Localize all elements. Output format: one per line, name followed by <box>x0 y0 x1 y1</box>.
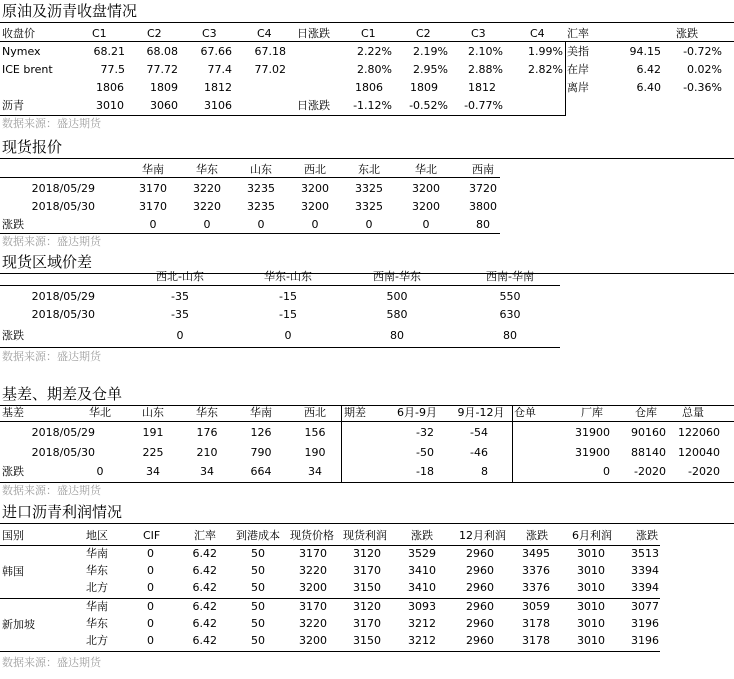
fx-label: 美指 <box>567 45 589 58</box>
profit-cell: 50 <box>251 600 265 613</box>
profit-cell: 3196 <box>631 634 659 647</box>
profit-cell: 3010 <box>577 581 605 594</box>
section-rule <box>0 22 734 23</box>
wr-cell: -2020 <box>634 465 666 478</box>
profit-cell: 0 <box>147 617 154 630</box>
spread-cell: 80 <box>503 329 517 342</box>
country-label: 新加坡 <box>2 618 35 631</box>
wr-cell: 122060 <box>678 426 720 439</box>
row-label: ICE brent <box>2 63 53 76</box>
spread-cell: -35 <box>171 290 189 303</box>
profit-cell: 3212 <box>408 634 436 647</box>
column-header: 华南 <box>142 163 164 176</box>
country-label: 韩国 <box>2 565 24 578</box>
profit-cell: 3170 <box>299 600 327 613</box>
price-cell: 3060 <box>150 99 178 112</box>
change-cell: 1.99% <box>528 45 563 58</box>
price-cell: 3200 <box>412 200 440 213</box>
region-label: 华东 <box>86 617 108 630</box>
price-cell: 3220 <box>193 200 221 213</box>
profit-cell: 3513 <box>631 547 659 560</box>
fx-change: -0.72% <box>683 45 722 58</box>
profit-cell: 3196 <box>631 617 659 630</box>
price-cell: 3170 <box>139 200 167 213</box>
profit-cell: 3170 <box>353 617 381 630</box>
header-rule <box>0 285 560 286</box>
profit-cell: 2960 <box>466 600 494 613</box>
spread-cell: -32 <box>416 426 434 439</box>
price-cell: 3220 <box>193 182 221 195</box>
date-cell: 2018/05/29 <box>31 426 95 439</box>
change-cell: 2.82% <box>528 63 563 76</box>
price-cell: 0 <box>311 218 319 231</box>
section-title: 原油及沥青收盘情况 <box>2 2 138 20</box>
column-header: 西北-山东 <box>156 270 204 283</box>
group-rule <box>0 598 660 599</box>
price-cell: 3235 <box>247 182 275 195</box>
column-header: 国别 <box>2 529 24 542</box>
profit-cell: 2960 <box>466 564 494 577</box>
table-bottom-rule <box>0 347 560 348</box>
profit-cell: 3077 <box>631 600 659 613</box>
change-cell: -1.12% <box>353 99 392 112</box>
change-cell: 2.80% <box>357 63 392 76</box>
price-cell: 67.18 <box>254 45 286 58</box>
price-cell: 68.08 <box>146 45 178 58</box>
header-rule <box>0 545 660 546</box>
column-header: 涨跌 <box>411 529 433 542</box>
profit-cell: 3093 <box>408 600 436 613</box>
price-cell: 3170 <box>139 182 167 195</box>
profit-cell: 2960 <box>466 634 494 647</box>
spread-cell: -35 <box>171 308 189 321</box>
profit-cell: 3170 <box>353 564 381 577</box>
wr-cell: 31900 <box>575 446 610 459</box>
profit-cell: 3376 <box>522 564 550 577</box>
wr-cell: 90160 <box>631 426 666 439</box>
fx-divider <box>565 41 566 116</box>
profit-cell: 3120 <box>353 547 381 560</box>
month-cell: 1812 <box>204 81 232 94</box>
wr-cell: 31900 <box>575 426 610 439</box>
price-cell: 67.66 <box>200 45 232 58</box>
column-header: 华南 <box>250 406 272 419</box>
date-cell: 2018/05/29 <box>31 290 95 303</box>
wr-cell: 120040 <box>678 446 720 459</box>
wr-cell: 88140 <box>631 446 666 459</box>
price-cell: 0 <box>149 218 157 231</box>
section-title: 进口沥青利润情况 <box>2 503 123 521</box>
fx-value: 6.40 <box>636 81 661 94</box>
column-header: 涨跌 <box>526 529 548 542</box>
change-cell: -0.52% <box>409 99 448 112</box>
fx-change: 0.02% <box>687 63 722 76</box>
data-source: 数据来源：盛达期货 <box>2 350 101 363</box>
column-header: C1 <box>361 27 376 40</box>
month-cell: 1806 <box>96 81 124 94</box>
spread-cell: -46 <box>470 446 488 459</box>
profit-cell: 3010 <box>577 564 605 577</box>
spread-cell: -54 <box>470 426 488 439</box>
region-label: 华东 <box>86 564 108 577</box>
column-header: C4 <box>530 27 545 40</box>
profit-cell: 3410 <box>408 581 436 594</box>
group-rule <box>0 651 660 652</box>
price-cell: 77.02 <box>254 63 286 76</box>
change-cell: 2.95% <box>413 63 448 76</box>
profit-cell: 2960 <box>466 547 494 560</box>
profit-cell: 3200 <box>299 634 327 647</box>
price-cell: 77.72 <box>146 63 178 76</box>
price-cell: 80 <box>476 218 490 231</box>
profit-cell: 3394 <box>631 564 659 577</box>
date-cell: 2018/05/30 <box>31 200 95 213</box>
data-source: 数据来源：盛达期货 <box>2 117 101 130</box>
row-label: 沥青 <box>2 99 24 112</box>
change-cell: 2.22% <box>357 45 392 58</box>
profit-cell: 6.42 <box>192 600 217 613</box>
column-header: 6月-9月 <box>397 406 437 419</box>
spread-cell: -18 <box>416 465 434 478</box>
profit-cell: 3059 <box>522 600 550 613</box>
profit-cell: 3220 <box>299 564 327 577</box>
column-header: 涨跌 <box>676 27 698 40</box>
basis-cell: 0 <box>96 465 104 478</box>
profit-cell: 50 <box>251 547 265 560</box>
wr-cell: -2020 <box>688 465 720 478</box>
basis-cell: 34 <box>308 465 322 478</box>
profit-cell: 3394 <box>631 581 659 594</box>
column-header: 汇率 <box>194 529 216 542</box>
profit-cell: 3200 <box>299 581 327 594</box>
row-label: Nymex <box>2 45 41 58</box>
column-header: 仓单 <box>514 406 536 419</box>
profit-cell: 3212 <box>408 617 436 630</box>
price-cell: 3200 <box>301 200 329 213</box>
profit-cell: 3220 <box>299 617 327 630</box>
date-cell: 2018/05/30 <box>31 308 95 321</box>
fx-label: 在岸 <box>567 63 589 76</box>
profit-cell: 50 <box>251 564 265 577</box>
spread-cell: 8 <box>481 465 488 478</box>
profit-cell: 3120 <box>353 600 381 613</box>
profit-cell: 0 <box>147 600 154 613</box>
table-bottom-rule <box>0 482 734 483</box>
data-source: 数据来源：盛达期货 <box>2 484 101 497</box>
profit-cell: 0 <box>147 634 154 647</box>
fx-change: -0.36% <box>683 81 722 94</box>
column-header: 地区 <box>86 529 108 542</box>
column-header: 华东 <box>196 163 218 176</box>
column-header: 涨跌 <box>636 529 658 542</box>
column-header: C3 <box>471 27 486 40</box>
column-header: 西南 <box>472 163 494 176</box>
profit-cell: 3376 <box>522 581 550 594</box>
price-cell: 0 <box>203 218 211 231</box>
month-cell: 1809 <box>410 81 438 94</box>
basis-cell: 34 <box>146 465 160 478</box>
section-rule <box>0 158 734 159</box>
section-rule <box>0 523 734 524</box>
price-cell: 0 <box>365 218 373 231</box>
date-cell: 2018/05/30 <box>31 446 95 459</box>
spread-cell: 630 <box>499 308 521 321</box>
profit-cell: 3170 <box>299 547 327 560</box>
profit-cell: 3495 <box>522 547 550 560</box>
price-cell: 77.4 <box>207 63 232 76</box>
basis-cell: 790 <box>250 446 272 459</box>
price-cell: 0 <box>422 218 430 231</box>
month-cell: 1809 <box>150 81 178 94</box>
fx-value: 94.15 <box>629 45 661 58</box>
column-header: 华东 <box>196 406 218 419</box>
profit-cell: 3010 <box>577 600 605 613</box>
change-cell: 2.19% <box>413 45 448 58</box>
profit-cell: 50 <box>251 617 265 630</box>
column-header: 日涨跌 <box>297 27 330 40</box>
section-title: 现货区域价差 <box>2 253 93 271</box>
table-bottom-rule <box>0 233 500 234</box>
profit-cell: 3410 <box>408 564 436 577</box>
spread-cell: 0 <box>284 329 292 342</box>
data-source: 数据来源：盛达期货 <box>2 656 101 669</box>
column-header: C4 <box>257 27 272 40</box>
basis-cell: 190 <box>304 446 326 459</box>
column-header: 收盘价 <box>2 27 35 40</box>
price-cell: 0 <box>257 218 265 231</box>
column-header: 西南-华东 <box>373 270 421 283</box>
profit-cell: 3150 <box>353 581 381 594</box>
change-cell: 2.10% <box>468 45 503 58</box>
basis-cell: 664 <box>250 465 272 478</box>
price-cell: 68.21 <box>93 45 125 58</box>
fx-label: 离岸 <box>567 81 589 94</box>
profit-cell: 6.42 <box>192 547 217 560</box>
price-cell: 3106 <box>204 99 232 112</box>
column-header: C2 <box>147 27 162 40</box>
column-header: 山东 <box>250 163 272 176</box>
column-header: 华北 <box>415 163 437 176</box>
column-header: C1 <box>92 27 107 40</box>
row-label: 涨跌 <box>2 329 24 342</box>
price-cell: 3720 <box>469 182 497 195</box>
region-label: 华南 <box>86 547 108 560</box>
region-label: 北方 <box>86 581 108 594</box>
profit-cell: 6.42 <box>192 564 217 577</box>
column-header: 西北 <box>304 163 326 176</box>
profit-cell: 2960 <box>466 617 494 630</box>
profit-cell: 0 <box>147 581 154 594</box>
row-label: 涨跌 <box>2 218 24 231</box>
column-header: 西南-华南 <box>486 270 534 283</box>
header-rule <box>0 177 500 178</box>
profit-cell: 3178 <box>522 617 550 630</box>
row-label: 涨跌 <box>2 465 24 478</box>
profit-cell: 6.42 <box>192 617 217 630</box>
header-rule <box>0 421 734 422</box>
data-source: 数据来源：盛达期货 <box>2 235 101 248</box>
profit-cell: 0 <box>147 564 154 577</box>
price-cell: 3235 <box>247 200 275 213</box>
column-header: 现货利润 <box>343 529 387 542</box>
spread-cell: 80 <box>390 329 404 342</box>
price-cell: 3010 <box>96 99 124 112</box>
profit-cell: 6.42 <box>192 581 217 594</box>
column-header: 9月-12月 <box>457 406 505 419</box>
price-cell: 77.5 <box>100 63 125 76</box>
section-title: 基差、期差及仓单 <box>2 385 123 403</box>
column-header: 6月利润 <box>572 529 612 542</box>
column-header: 总量 <box>682 406 704 419</box>
basis-cell: 156 <box>304 426 326 439</box>
price-cell: 3200 <box>412 182 440 195</box>
spread-cell: -15 <box>279 308 297 321</box>
spread-cell: -50 <box>416 446 434 459</box>
month-cell: 1806 <box>355 81 383 94</box>
basis-cell: 126 <box>250 426 272 439</box>
basis-cell: 225 <box>142 446 164 459</box>
month-cell: 1812 <box>468 81 496 94</box>
price-cell: 3325 <box>355 182 383 195</box>
basis-cell: 210 <box>196 446 218 459</box>
column-header: CIF <box>143 529 161 542</box>
spread-cell: 500 <box>386 290 408 303</box>
basis-cell: 191 <box>142 426 164 439</box>
change-cell: -0.77% <box>464 99 503 112</box>
column-header: 汇率 <box>567 27 589 40</box>
column-header: 西北 <box>304 406 326 419</box>
price-cell: 3200 <box>301 182 329 195</box>
region-label: 华南 <box>86 600 108 613</box>
profit-cell: 3010 <box>577 634 605 647</box>
profit-cell: 0 <box>147 547 154 560</box>
header-rule <box>0 41 734 42</box>
column-header: 基差 <box>2 406 24 419</box>
table-bottom-rule <box>0 115 565 116</box>
column-header: 12月利润 <box>459 529 506 542</box>
column-header: 东北 <box>358 163 380 176</box>
section-title: 现货报价 <box>2 138 63 156</box>
profit-cell: 3529 <box>408 547 436 560</box>
column-header: 华北 <box>89 406 111 419</box>
profit-cell: 3010 <box>577 547 605 560</box>
warehouse-divider <box>512 405 513 483</box>
profit-cell: 50 <box>251 634 265 647</box>
spread-cell: 580 <box>386 308 408 321</box>
price-cell: 3325 <box>355 200 383 213</box>
profit-cell: 3150 <box>353 634 381 647</box>
column-header: C2 <box>416 27 431 40</box>
wr-cell: 0 <box>603 465 610 478</box>
profit-cell: 6.42 <box>192 634 217 647</box>
profit-cell: 3010 <box>577 617 605 630</box>
column-header: 期差 <box>344 406 366 419</box>
spread-cell: 550 <box>499 290 521 303</box>
basis-cell: 34 <box>200 465 214 478</box>
basis-cell: 176 <box>196 426 218 439</box>
row-label: 日涨跌 <box>297 99 330 112</box>
column-header: 现货价格 <box>290 529 334 542</box>
price-cell: 3800 <box>469 200 497 213</box>
date-cell: 2018/05/29 <box>31 182 95 195</box>
column-header: 厂库 <box>581 406 603 419</box>
profit-cell: 3178 <box>522 634 550 647</box>
column-header: 华东-山东 <box>264 270 312 283</box>
column-header: 到港成本 <box>236 529 280 542</box>
fx-value: 6.42 <box>636 63 661 76</box>
profit-cell: 2960 <box>466 581 494 594</box>
change-cell: 2.88% <box>468 63 503 76</box>
column-header: C3 <box>202 27 217 40</box>
region-label: 北方 <box>86 634 108 647</box>
column-header: 仓库 <box>635 406 657 419</box>
column-header: 山东 <box>142 406 164 419</box>
spread-cell: 0 <box>176 329 184 342</box>
spread-cell: -15 <box>279 290 297 303</box>
profit-cell: 50 <box>251 581 265 594</box>
